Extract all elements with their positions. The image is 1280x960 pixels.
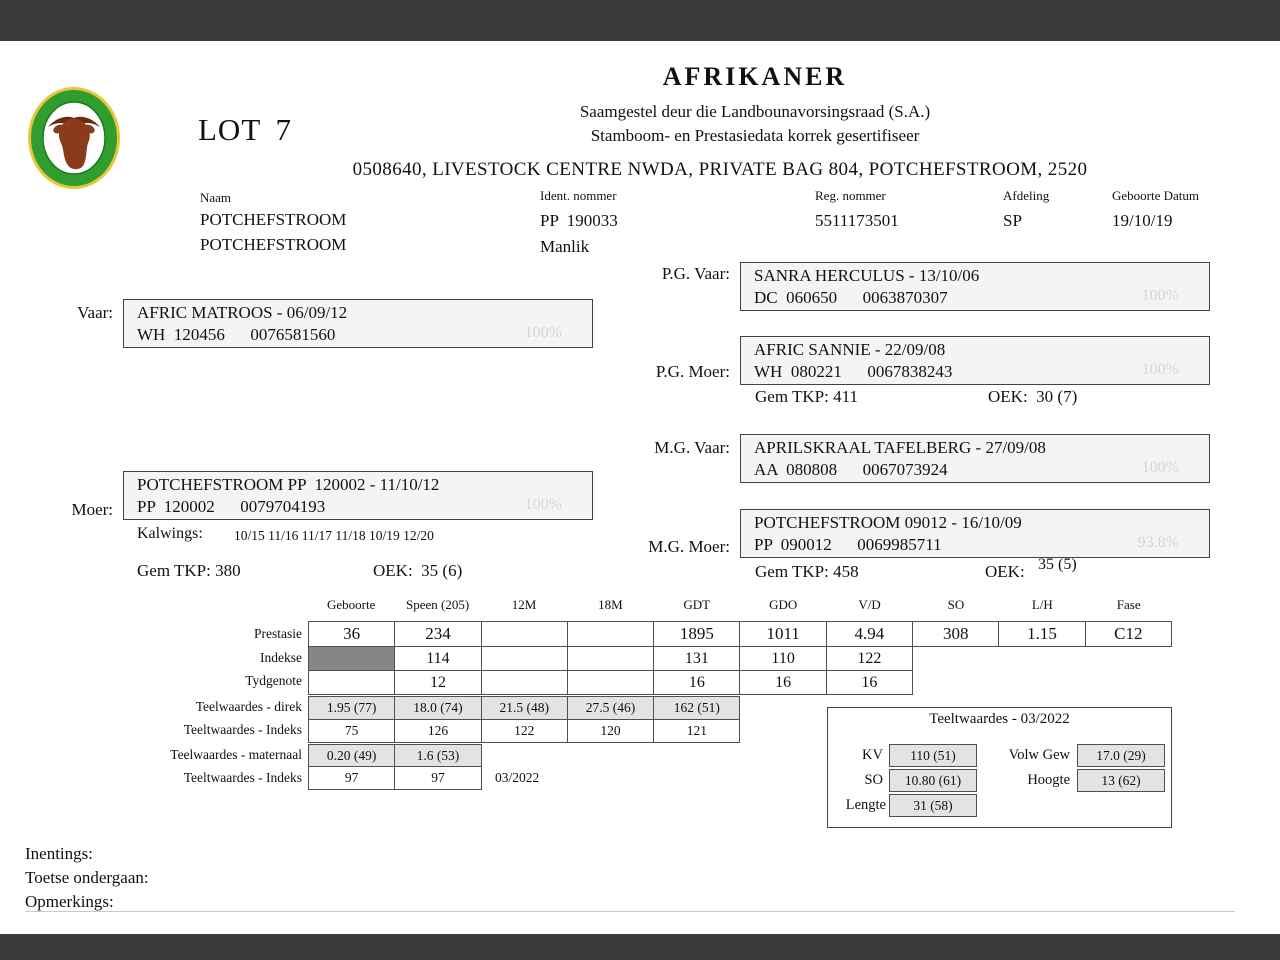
col-header-12m: 12M: [511, 597, 537, 612]
indekse-row: [308, 646, 913, 671]
row-label-indekse: Indekse: [260, 650, 302, 665]
mg-moer-oek-value: 35 (5): [1038, 556, 1077, 573]
indekse-cell-blocked: [308, 646, 395, 671]
pg-vaar-box: [740, 262, 1210, 311]
row-label-teelwaardes-direk: Teelwaardes - direk: [195, 699, 302, 714]
col-header-vd: V/D: [858, 597, 881, 612]
vaar-label: Vaar:: [77, 303, 113, 322]
logo-graphic: [26, 85, 122, 191]
so-label: SO: [864, 772, 883, 788]
tydgenote-cell: [481, 670, 568, 695]
col-header-lh: L/H: [1031, 597, 1053, 612]
mg-moer-label: M.G. Moer:: [648, 537, 730, 556]
indekse-cell: 114: [394, 646, 481, 671]
moer-percent: 100%: [524, 496, 562, 513]
prestasie-cell: 1011: [739, 621, 826, 647]
pg-moer-gem-tkp: Gem TKP: 411: [755, 387, 858, 406]
mg-moer-box: [740, 509, 1210, 558]
geboorte-datum-label: Geboorte Datum: [1112, 188, 1200, 203]
animal-name-line1: POTCHEFSTROOM: [200, 210, 347, 229]
afrikaner-breed-society-logo: [10, 66, 122, 216]
kalwings-label: Kalwings:: [137, 525, 203, 542]
teelwaardes-direk-row: [308, 696, 740, 720]
prestasie-cell: [481, 621, 568, 647]
geboorte-datum-value: 19/10/19: [1112, 211, 1173, 230]
pg-moer-name: AFRIC SANNIE - 22/09/08: [754, 340, 946, 359]
reg-nommer-label: Reg. nommer: [815, 188, 886, 203]
row-label-teeltwaardes-indeks-2: Teeltwaardes - Indeks: [183, 770, 302, 785]
pg-vaar-ids: DC 060650 0063870307: [754, 288, 948, 307]
prestasie-cell: [567, 621, 654, 647]
teeltwaardes-indeks-row-1: [308, 719, 740, 743]
indekse-cell: [481, 646, 568, 671]
teelwaardes-direk-cell: 27.5 (46): [567, 696, 654, 720]
moer-label: Moer:: [71, 500, 113, 519]
teeltwaardes-indeks-cell: 122: [481, 719, 568, 743]
tydgenote-cell: [567, 670, 654, 695]
teelwaardes-direk-cell: 21.5 (48): [481, 696, 568, 720]
kalwings-values: 10/15 11/16 11/17 11/18 10/19 12/20: [234, 528, 434, 543]
prestasie-cell: 4.94: [826, 621, 913, 647]
sex-value: Manlik: [540, 237, 590, 256]
toetse-ondergaan-label: Toetse ondergaan:: [25, 868, 149, 887]
performance-column-headers: [308, 597, 1172, 613]
tydgenote-cell: 16: [653, 670, 740, 695]
moer-gem-tkp: Gem TKP: 380: [137, 561, 241, 580]
afdeling-label: Afdeling: [1003, 188, 1050, 203]
teeltwaardes-indeks-cell: 75: [308, 719, 395, 743]
col-header-fase: Fase: [1116, 597, 1141, 612]
teelwaardes-direk-cell: 1.95 (77): [308, 696, 395, 720]
teeltwaardes-indeks-date-note: 03/2022: [495, 770, 540, 785]
prestasie-cell: 308: [912, 621, 999, 647]
pg-vaar-percent: 100%: [1141, 287, 1179, 304]
lengte-value: 31 (58): [889, 794, 977, 817]
tydgenote-cell: [308, 670, 395, 695]
col-header-speen: Speen (205): [405, 597, 470, 612]
mg-vaar-label: M.G. Vaar:: [654, 438, 730, 457]
moer-box: [123, 471, 593, 520]
mg-vaar-percent: 100%: [1141, 459, 1179, 476]
hoogte-value: 13 (62): [1077, 769, 1165, 792]
prestasie-cell: C12: [1085, 621, 1172, 647]
naam-label: Naam: [200, 190, 232, 205]
teelwaardes-maternaal-cell: 0.20 (49): [308, 744, 395, 767]
ident-nommer-label: Ident. nommer: [540, 188, 617, 203]
ident-nommer-value: PP 190033: [540, 211, 618, 230]
pg-moer-percent: 100%: [1141, 361, 1179, 378]
indekse-cell: 122: [826, 646, 913, 671]
col-header-geboorte: Geboorte: [327, 597, 376, 612]
vaar-percent: 100%: [524, 324, 562, 341]
bottom-letterbox-bar: [0, 934, 1280, 960]
col-header-gdo: GDO: [769, 597, 798, 612]
indekse-cell: 131: [653, 646, 740, 671]
teelwaardes-direk-cell: 18.0 (74): [394, 696, 481, 720]
mg-moer-ids: PP 090012 0069985711: [754, 535, 942, 554]
mg-vaar-box: [740, 434, 1210, 483]
mg-moer-gem-tkp: Gem TKP: 458: [755, 562, 859, 581]
reg-nommer-value: 5511173501: [815, 211, 899, 230]
vaar-name: AFRIC MATROOS - 06/09/12: [137, 303, 348, 322]
col-header-so: SO: [947, 597, 965, 612]
tydgenote-cell: 16: [739, 670, 826, 695]
prestasie-cell: 234: [394, 621, 481, 647]
teelwaardes-maternaal-cell: 1.6 (53): [394, 744, 481, 767]
prestasie-cell: 1.15: [998, 621, 1085, 647]
row-label-teeltwaardes-indeks-1: Teeltwaardes - Indeks: [183, 722, 302, 737]
top-letterbox-bar: [0, 0, 1280, 41]
tydgenote-cell: 12: [394, 670, 481, 695]
subtitle-certified: Stamboom- en Prestasiedata korrek gesertifiseer: [590, 126, 920, 145]
teeltwaardes-indeks-row-2: [308, 766, 482, 790]
vaar-ids: WH 120456 0076581560: [137, 325, 336, 344]
volw-gew-value: 17.0 (29): [1077, 744, 1165, 767]
subtitle-compiled-by: Saamgestel deur die Landbounavorsingsraad (S.A.): [579, 102, 931, 121]
so-value: 10.80 (61): [889, 769, 977, 792]
breed-title: AFRIKANER: [662, 62, 848, 91]
pg-moer-ids: WH 080221 0067838243: [754, 362, 953, 381]
teelwaardes-maternaal-row: [308, 744, 482, 767]
col-header-18m: 18M: [598, 597, 623, 612]
inentings-label: Inentings:: [25, 844, 93, 863]
teeltwaardes-indeks-cell: 126: [394, 719, 481, 743]
kv-label: KV: [862, 747, 883, 763]
indekse-cell: 110: [739, 646, 826, 671]
teeltwaardes-indeks-cell: 121: [653, 719, 740, 743]
animal-name-line2: POTCHEFSTROOM: [200, 235, 347, 254]
col-header-gdt: GDT: [683, 597, 711, 612]
pg-moer-oek: OEK: 30 (7): [988, 387, 1078, 406]
mg-vaar-name: APRILSKRAAL TAFELBERG - 27/09/08: [754, 438, 1046, 457]
row-label-prestasie: Prestasie: [254, 626, 302, 641]
teeltwaardes-indeks-cell: 97: [308, 766, 395, 790]
vaar-box: [123, 299, 593, 348]
moer-name: POTCHEFSTROOM PP 120002 - 11/10/12: [137, 475, 440, 494]
prestasie-cell: 1895: [653, 621, 740, 647]
prestasie-row: [308, 621, 1172, 647]
row-label-teelwaardes-maternaal: Teelwaardes - maternaal: [170, 747, 302, 762]
moer-ids: PP 120002 0079704193: [137, 497, 326, 516]
afdeling-value: SP: [1003, 211, 1022, 230]
mg-moer-oek-label: OEK:: [985, 562, 1025, 581]
teeltwaardes-box-title: Teeltwaardes - 03/2022: [929, 711, 1070, 727]
pg-vaar-label: P.G. Vaar:: [661, 264, 730, 283]
pg-vaar-name: SANRA HERCULUS - 13/10/06: [754, 266, 980, 285]
mg-moer-percent: 93.8%: [1137, 534, 1179, 551]
teeltwaardes-box: [827, 707, 1172, 828]
lot-number: LOT 7: [198, 112, 292, 147]
tydgenote-cell: 16: [826, 670, 913, 695]
breeder-address: 0508640, LIVESTOCK CENTRE NWDA, PRIVATE BAG 804, POTCHEFSTROOM, 2520: [352, 159, 1088, 180]
opmerkings-label: Opmerkings:: [25, 892, 114, 911]
lengte-label: Lengte: [845, 797, 886, 813]
footer-divider-line: [25, 911, 1235, 912]
kv-value: 110 (51): [889, 744, 977, 767]
volw-gew-label: Volw Gew: [1008, 747, 1070, 763]
mg-moer-name: POTCHEFSTROOM 09012 - 16/10/09: [754, 513, 1022, 532]
teelwaardes-direk-cell: 162 (51): [653, 696, 740, 720]
prestasie-cell: 36: [308, 621, 395, 647]
mg-vaar-ids: AA 080808 0067073924: [754, 460, 948, 479]
row-label-tydgenote: Tydgenote: [245, 673, 302, 688]
moer-oek: OEK: 35 (6): [373, 561, 463, 580]
hoogte-label: Hoogte: [1027, 772, 1070, 788]
indekse-cell: [567, 646, 654, 671]
teeltwaardes-indeks-cell: 97: [394, 766, 481, 790]
tydgenote-row: [308, 670, 913, 695]
teeltwaardes-indeks-cell: 120: [567, 719, 654, 743]
pg-moer-label: P.G. Moer:: [655, 362, 730, 381]
pg-moer-box: [740, 336, 1210, 385]
